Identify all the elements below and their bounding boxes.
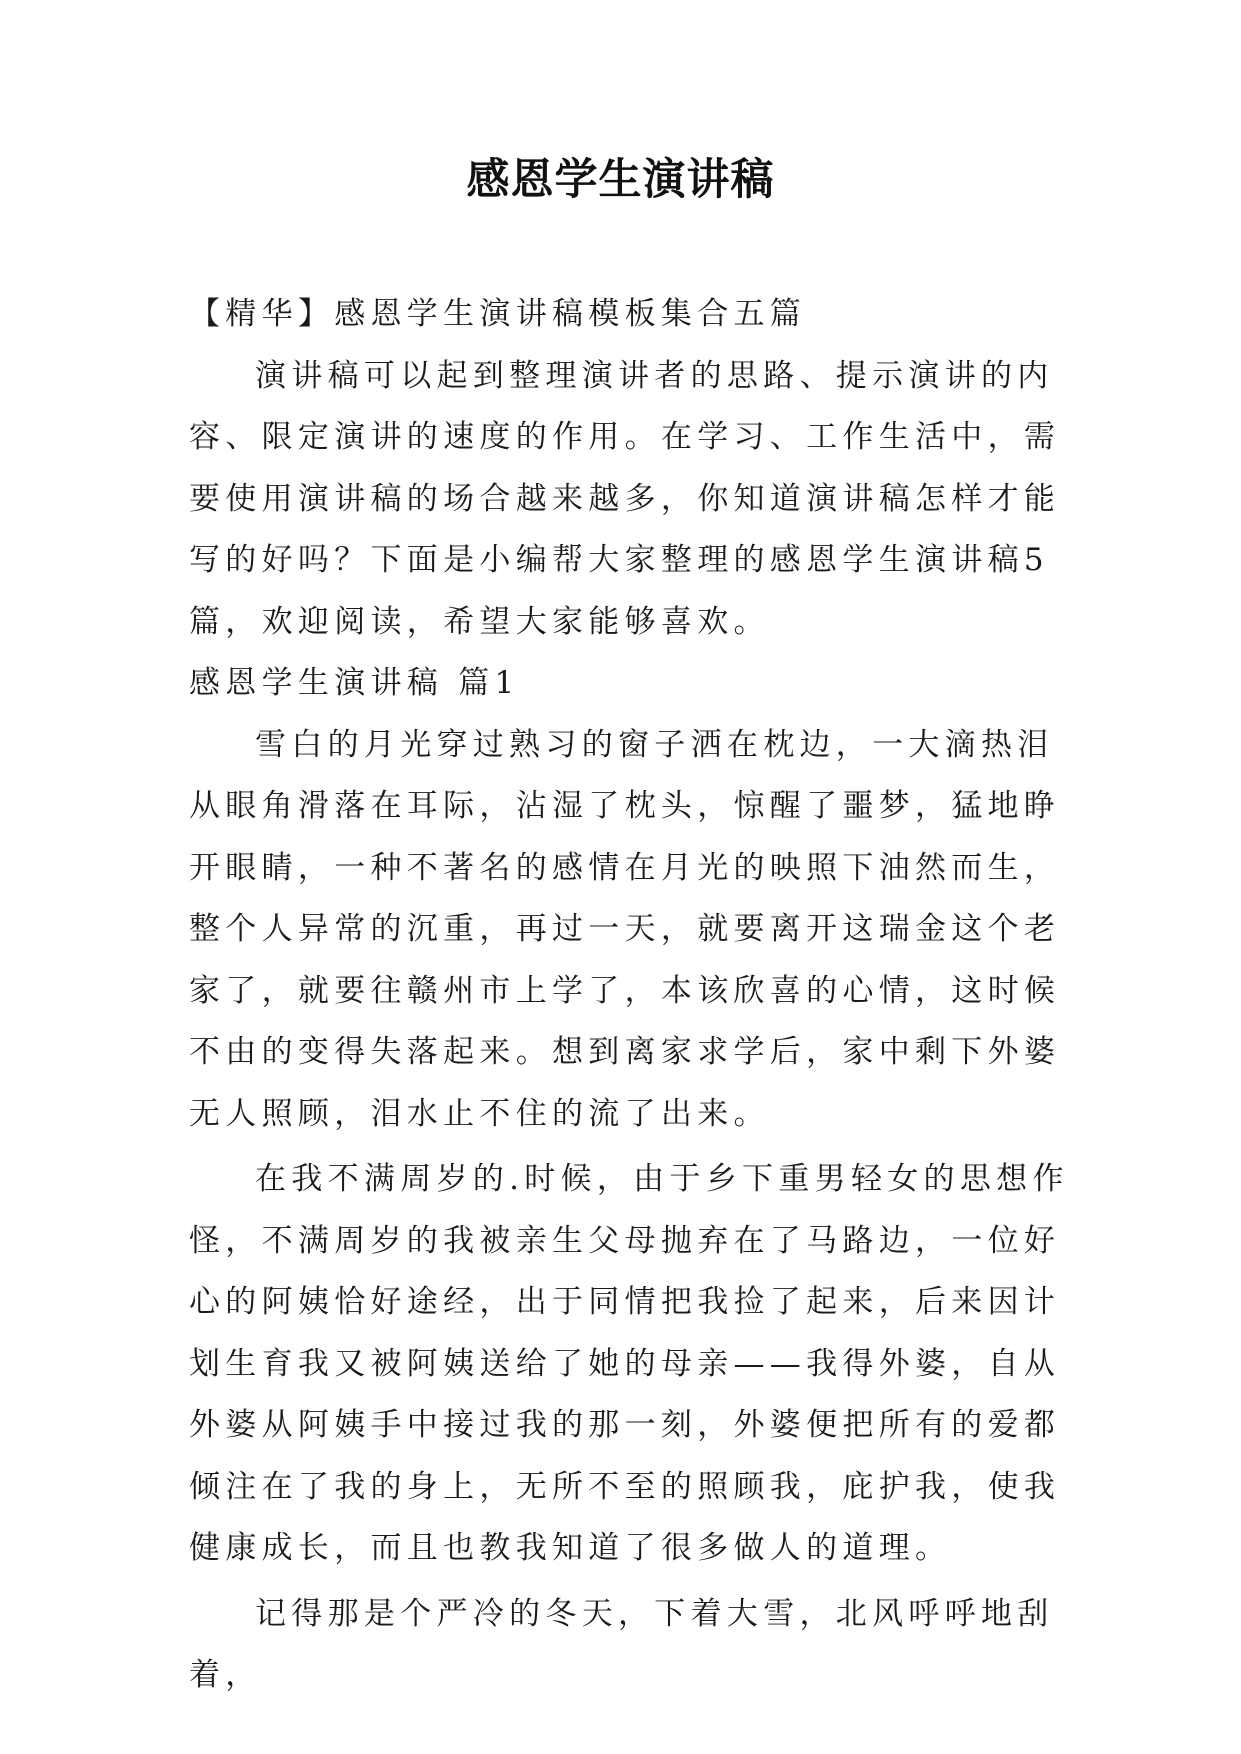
body-paragraph-3: 记得那是个严冷的冬天，下着大雪，北风呼呼地刮着，	[189, 1595, 1054, 1693]
document-subtitle: 【精华】感恩学生演讲稿模板集合五篇	[189, 296, 807, 332]
body-paragraph-2: 在我不满周岁的.时候，由于乡下重男轻女的思想作怪，不满周岁的我被亲生父母抛弃在了马路边，一位好心的阿姨恰好途经，出于同情把我捡了起来，后来因计划生育我又被阿姨送给了她的母亲——我得外婆，自从外婆从阿姨手中接过我的那一刻，外婆便把所有的爱都倾注在了我的身上，无所不至的照顾我，庇护我，使我健康成长，而且也教我知道了很多做人的道理。	[189, 1161, 1069, 1566]
document-title: 感恩学生演讲稿	[466, 155, 775, 205]
document-body	[189, 284, 1069, 1707]
intro-paragraph: 演讲稿可以起到整理演讲者的思路、提示演讲的内容、限定演讲的速度的作用。在学习、工作生活中，需要使用演讲稿的场合越来越多，你知道演讲稿怎样才能写的好吗？下面是小编帮大家整理的感恩学生演讲稿5篇，欢迎阅读，希望大家能够喜欢。	[189, 357, 1061, 640]
body-paragraph-1: 雪白的月光穿过熟习的窗子洒在枕边，一大滴热泪从眼角滑落在耳际，沾湿了枕头，惊醒了噩梦，猛地睁开眼睛，一种不著名的感情在月光的映照下油然而生，整个人异常的沉重，再过一天，就要离开这瑞金这个老家了，就要往赣州市上学了，本该欣喜的心情，这时候不由的变得失落起来。想到离家求学后，家中剩下外婆无人照顾，泪水止不住的流了出来。	[189, 726, 1061, 1132]
section-heading: 感恩学生演讲稿 篇1	[189, 665, 520, 701]
